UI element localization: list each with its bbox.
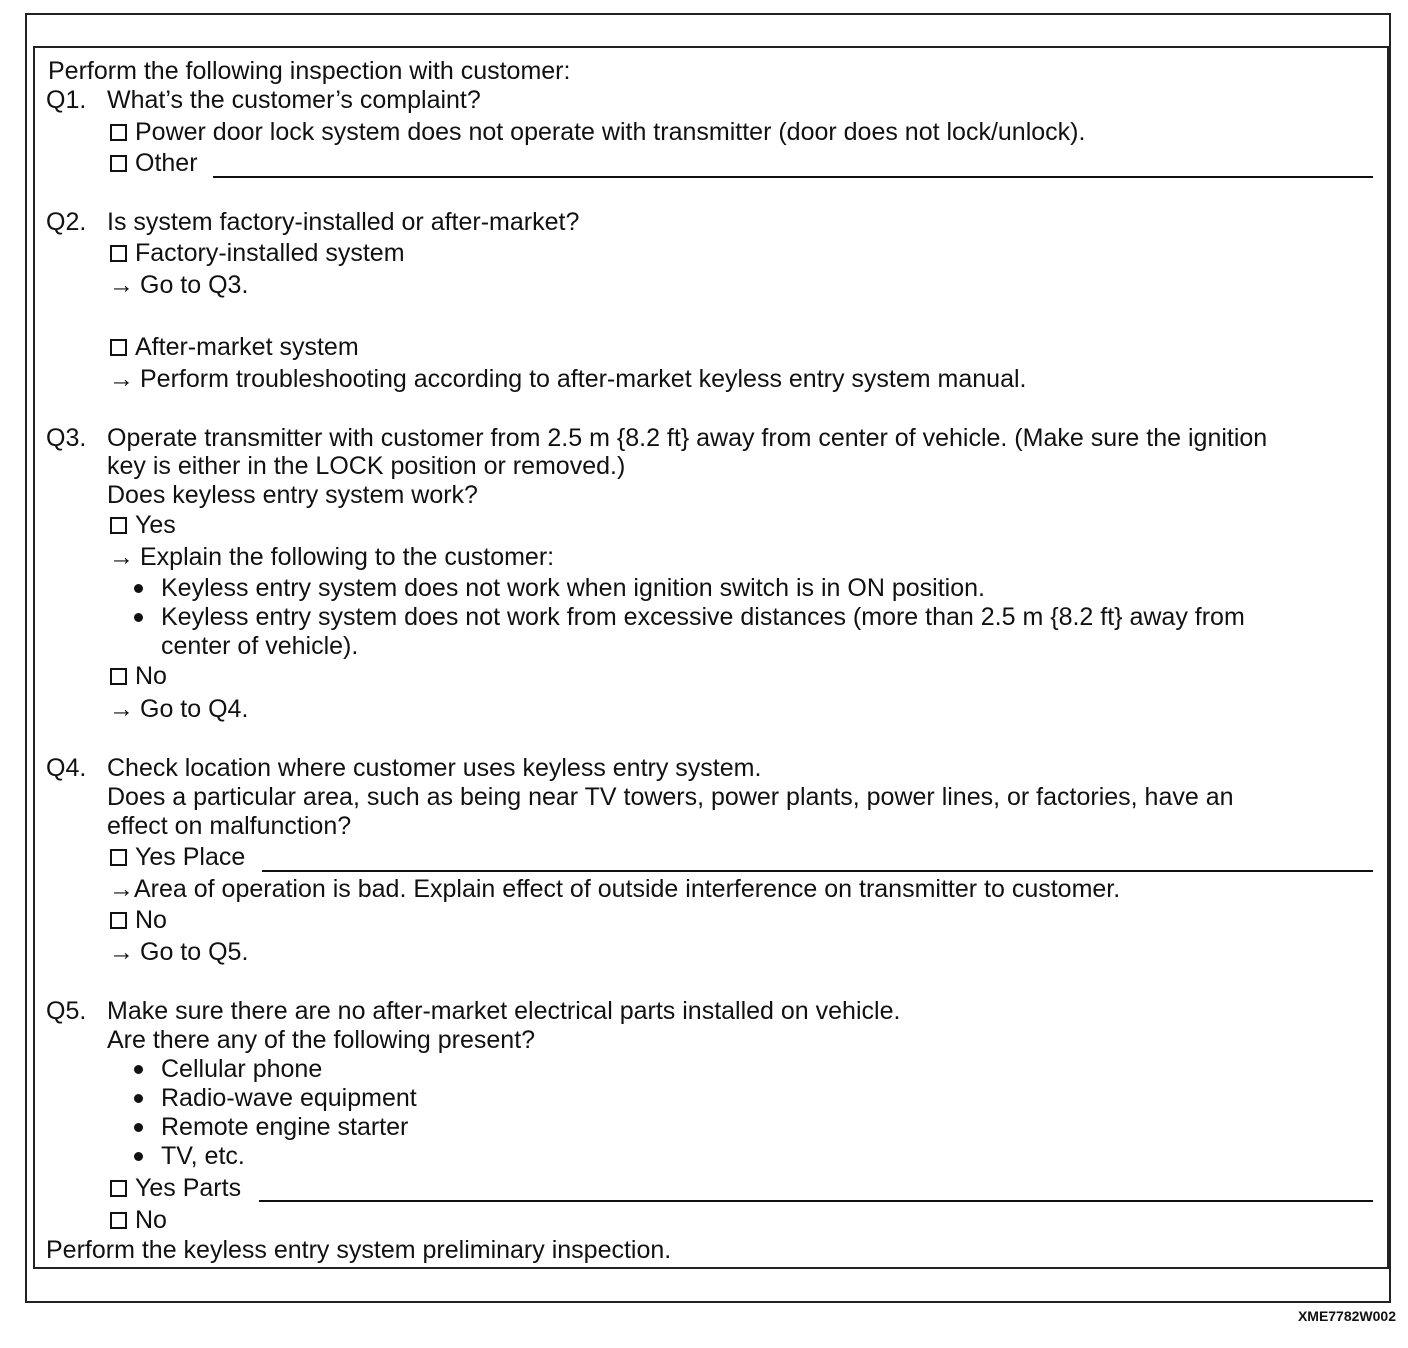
- q3-bullet2b: center of vehicle).: [161, 632, 359, 660]
- q2-option1-label: Factory-installed system: [135, 239, 405, 267]
- q3-option-no[interactable]: [110, 661, 167, 691]
- q1-other-fill-line[interactable]: [213, 176, 1373, 178]
- checkbox-icon[interactable]: [110, 517, 127, 534]
- q1-option-power-door[interactable]: [110, 117, 1085, 147]
- arrow-right-icon: →: [109, 543, 134, 571]
- q3-bullet2a: Keyless entry system does not work from excessive distances (more than 2.5 m {8.2 ft} away from: [161, 603, 1245, 631]
- bullet-icon: [134, 613, 143, 622]
- q1-question: What’s the customer’s complaint?: [107, 86, 481, 114]
- arrow-right-icon: →: [109, 271, 134, 299]
- bullet-icon: [134, 1065, 143, 1074]
- q3-no-action-text: Go to Q4.: [140, 695, 249, 723]
- intro-text: Perform the following inspection with customer:: [48, 57, 571, 85]
- q5-option-no[interactable]: [110, 1205, 167, 1235]
- bullet-icon: [134, 1123, 143, 1132]
- q2-action2: [109, 364, 1027, 394]
- q2-option-factory[interactable]: [110, 238, 405, 268]
- q1-number: Q1.: [46, 86, 87, 114]
- q5-yes-label: Yes Parts: [135, 1174, 242, 1202]
- q5-bullet-item: Cellular phone: [161, 1055, 323, 1083]
- arrow-right-icon: →: [109, 695, 134, 723]
- checkbox-icon[interactable]: [110, 668, 127, 685]
- q2-option2-label: After-market system: [135, 333, 359, 361]
- q4-no-label: No: [135, 906, 167, 934]
- q3-no-action: [109, 694, 248, 724]
- arrow-right-icon: →: [109, 365, 134, 393]
- q4-yes-action-text: Area of operation is bad. Explain effect of outside interference on transmitter to customer.: [134, 875, 1121, 903]
- q4-line2: Does a particular area, such as being near TV towers, power plants, power lines, or factories, have an: [107, 783, 1234, 811]
- q3-number: Q3.: [46, 424, 87, 452]
- q4-no-action-text: Go to Q5.: [140, 938, 249, 966]
- q1-option1-label: Power door lock system does not operate with transmitter (door does not lock/unlock).: [135, 118, 1086, 146]
- q3-bullet1: Keyless entry system does not work when ignition switch is in ON position.: [161, 574, 985, 602]
- q4-line3: effect on malfunction?: [107, 812, 352, 840]
- checkbox-icon[interactable]: [110, 849, 127, 866]
- q3-question: Does keyless entry system work?: [107, 481, 478, 509]
- q2-action1-text: Go to Q3.: [140, 271, 249, 299]
- q4-yes-label: Yes Place: [135, 843, 246, 871]
- q2-number: Q2.: [46, 208, 87, 236]
- footer-text: Perform the keyless entry system preliminary inspection.: [46, 1236, 672, 1264]
- q5-no-label: No: [135, 1206, 167, 1234]
- q5-bullet-item: Radio-wave equipment: [161, 1084, 417, 1112]
- q3-line1: Operate transmitter with customer from 2.5 m {8.2 ft} away from center of vehicle. (Make sure the ignition: [107, 424, 1268, 452]
- q5-line2: Are there any of the following present?: [107, 1026, 536, 1054]
- q4-place-fill-line[interactable]: [262, 870, 1373, 872]
- bullet-icon: [134, 1094, 143, 1103]
- q4-yes-action: [109, 874, 1120, 904]
- q1-option-other[interactable]: [110, 148, 198, 178]
- q5-bullet-item: TV, etc.: [161, 1142, 245, 1170]
- q3-no-label: No: [135, 662, 167, 690]
- q4-number: Q4.: [46, 754, 87, 782]
- q5-line1: Make sure there are no after-market electrical parts installed on vehicle.: [107, 997, 901, 1025]
- q3-yes-action-text: Explain the following to the customer:: [140, 543, 555, 571]
- q2-action2-text: Perform troubleshooting according to after-market keyless entry system manual.: [140, 365, 1027, 393]
- checkbox-icon[interactable]: [110, 245, 127, 262]
- q4-no-action: [109, 937, 248, 967]
- checkbox-icon[interactable]: [110, 1180, 127, 1197]
- arrow-right-icon: →: [109, 875, 134, 903]
- arrow-right-icon: →: [109, 938, 134, 966]
- bullet-icon: [134, 1152, 143, 1161]
- checkbox-icon[interactable]: [110, 155, 127, 172]
- q2-question: Is system factory-installed or after-market?: [107, 208, 580, 236]
- q5-option-yes[interactable]: [110, 1173, 241, 1203]
- q1-option2-label: Other: [135, 149, 198, 177]
- q2-action1: [109, 270, 248, 300]
- q3-yes-action: [109, 542, 554, 572]
- q5-bullet-item: Remote engine starter: [161, 1113, 409, 1141]
- bullet-icon: [134, 584, 143, 593]
- q5-parts-fill-line[interactable]: [259, 1200, 1373, 1202]
- checkbox-icon[interactable]: [110, 1212, 127, 1229]
- q5-number: Q5.: [46, 997, 87, 1025]
- q4-line1: Check location where customer uses keyless entry system.: [107, 754, 762, 782]
- checkbox-icon[interactable]: [110, 339, 127, 356]
- q3-yes-label: Yes: [135, 511, 176, 539]
- q4-option-yes[interactable]: [110, 842, 245, 872]
- q3-option-yes[interactable]: [110, 510, 176, 540]
- figure-code: XME7782W002: [1297, 1308, 1396, 1324]
- checkbox-icon[interactable]: [110, 912, 127, 929]
- q2-option-aftermarket[interactable]: [110, 332, 359, 362]
- checkbox-icon[interactable]: [110, 124, 127, 141]
- q3-line2: key is either in the LOCK position or removed.): [107, 452, 626, 480]
- q4-option-no[interactable]: [110, 905, 167, 935]
